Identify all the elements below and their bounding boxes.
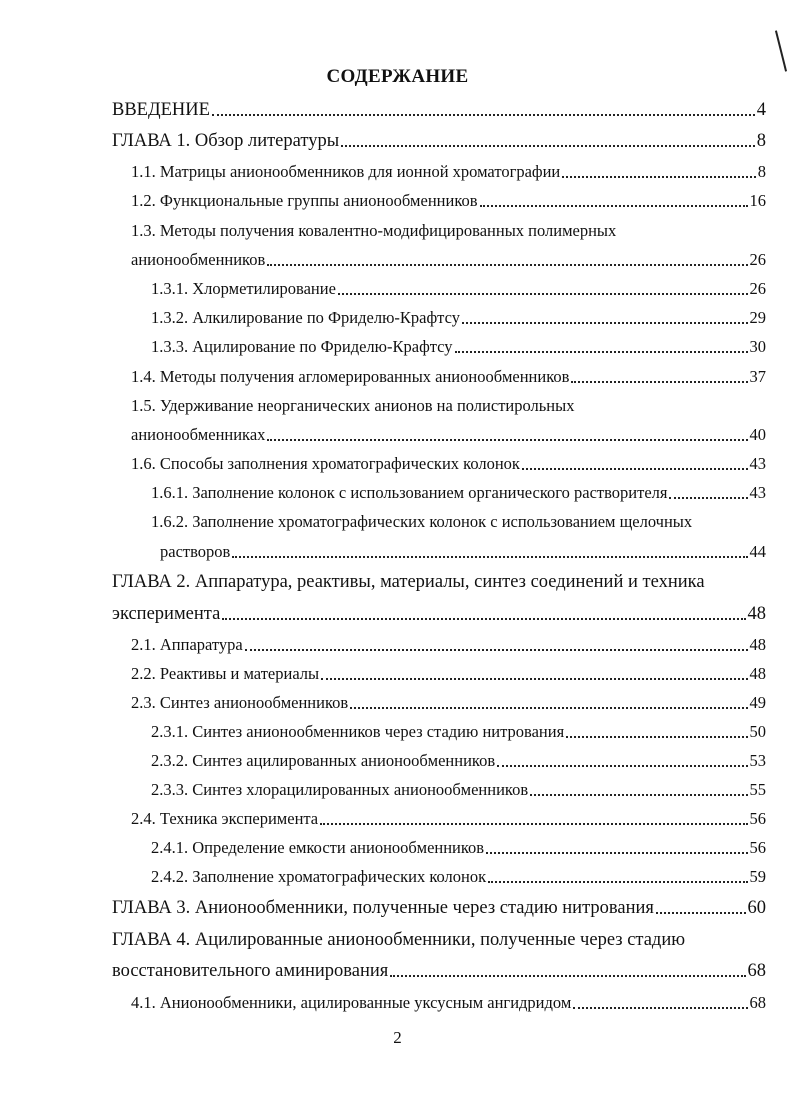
toc-entry bbox=[112, 131, 766, 151]
leader-dots bbox=[669, 496, 747, 499]
toc-entry bbox=[131, 425, 766, 445]
toc-entry bbox=[151, 308, 766, 328]
toc-entry-label: 1.6.2. Заполнение хроматографических колонок с использованием щелочных bbox=[151, 512, 693, 531]
leader-dots bbox=[245, 648, 748, 651]
toc-entry-label: ГЛАВА 1. Обзор литературы bbox=[112, 131, 340, 151]
toc-entry-page: 48 bbox=[747, 604, 766, 624]
toc-entry bbox=[151, 512, 766, 532]
leader-dots bbox=[530, 793, 747, 796]
toc-entry-page: 48 bbox=[749, 664, 766, 683]
toc-entry-page: 29 bbox=[749, 308, 766, 327]
toc-entry bbox=[151, 722, 766, 742]
toc-entry-label: 2.3.2. Синтез ацилированных анионообменников bbox=[151, 751, 496, 770]
toc-entry-label: 1.2. Функциональные группы анионообменников bbox=[131, 191, 478, 210]
toc-entry bbox=[151, 867, 766, 887]
toc-entry bbox=[160, 542, 766, 562]
toc-entry bbox=[131, 993, 766, 1013]
toc-entry bbox=[151, 337, 766, 357]
toc-entry-page: 40 bbox=[749, 425, 766, 444]
toc-entry-label: анионообменников bbox=[131, 250, 266, 269]
toc-entry-label: 2.4.2. Заполнение хроматографических колонок bbox=[151, 867, 487, 886]
toc-entry-page: 55 bbox=[749, 780, 766, 799]
leader-dots bbox=[320, 822, 747, 825]
leader-dots bbox=[573, 1006, 747, 1009]
toc-entry bbox=[131, 693, 766, 713]
leader-dots bbox=[232, 555, 747, 558]
toc-entry-label: 1.4. Методы получения агломерированных анионообменников bbox=[131, 367, 570, 386]
toc-entry-page: 30 bbox=[749, 337, 766, 356]
toc-entry bbox=[112, 100, 766, 120]
toc-entry-label: 1.3.3. Ацилирование по Фриделю-Крафтсу bbox=[151, 337, 453, 356]
page-title: СОДЕРЖАНИЕ bbox=[326, 66, 469, 87]
leader-dots bbox=[212, 113, 755, 116]
leader-dots bbox=[341, 144, 755, 147]
toc-entry-label: 2.4.1. Определение емкости анионообменников bbox=[151, 838, 485, 857]
toc-entry-label: 1.1. Матрицы анионообменников для ионной хроматографии bbox=[131, 162, 561, 181]
toc-entry-label: 1.3.1. Хлорметилирование bbox=[151, 279, 336, 298]
leader-dots bbox=[656, 911, 746, 914]
leader-dots bbox=[571, 380, 747, 383]
leader-dots bbox=[390, 974, 745, 977]
toc-entry bbox=[151, 751, 766, 771]
toc-entry-label: ВВЕДЕНИЕ bbox=[112, 100, 210, 120]
toc-entry-label: 1.5. Удерживание неорганических анионов на полистирольных bbox=[131, 396, 575, 415]
toc-entry-page: 43 bbox=[749, 454, 766, 473]
toc-entry-label: растворов bbox=[160, 542, 231, 561]
toc-entry-label: 1.6.1. Заполнение колонок с использованием органического растворителя bbox=[151, 483, 668, 502]
leader-dots bbox=[562, 175, 755, 178]
toc-entry-page: 68 bbox=[749, 993, 766, 1012]
toc-entry bbox=[112, 961, 766, 981]
leader-dots bbox=[350, 706, 747, 709]
toc-entry-label: восстановительного аминирования bbox=[112, 961, 389, 981]
toc-entry bbox=[112, 898, 766, 918]
leader-dots bbox=[462, 321, 748, 324]
toc-entry-label: ГЛАВА 2. Аппаратура, реактивы, материалы, синтез соединений и техника bbox=[112, 572, 705, 592]
toc-entry-label: 4.1. Анионообменники, ацилированные уксусным ангидридом bbox=[131, 993, 572, 1012]
toc-entry-label: анионообменниках bbox=[131, 425, 266, 444]
toc-entry-label: 1.6. Способы заполнения хроматографических колонок bbox=[131, 454, 520, 473]
toc-entry-page: 43 bbox=[749, 483, 766, 502]
toc-entry-page: 48 bbox=[749, 635, 766, 654]
leader-dots bbox=[455, 350, 748, 353]
toc-entry bbox=[131, 664, 766, 684]
toc-entry-page: 68 bbox=[747, 961, 766, 981]
toc-entry-label: 1.3. Методы получения ковалентно-модифицированных полимерных bbox=[131, 221, 617, 240]
toc-entry bbox=[131, 250, 766, 270]
toc-entry bbox=[112, 604, 766, 624]
leader-dots bbox=[267, 263, 747, 266]
toc-entry bbox=[131, 191, 766, 211]
toc-entry-page: 56 bbox=[749, 838, 766, 857]
toc-entry bbox=[151, 780, 766, 800]
leader-dots bbox=[566, 735, 747, 738]
toc-entry bbox=[151, 838, 766, 858]
page-number: 2 bbox=[393, 1028, 402, 1047]
toc-entry-page: 56 bbox=[749, 809, 766, 828]
toc-entry bbox=[131, 809, 766, 829]
leader-dots bbox=[480, 204, 748, 207]
leader-dots bbox=[488, 880, 747, 883]
leader-dots bbox=[522, 467, 748, 470]
toc-entry-page: 50 bbox=[749, 722, 766, 741]
toc-entry bbox=[151, 279, 766, 299]
toc-entry-page: 37 bbox=[749, 367, 766, 386]
toc-entry bbox=[131, 162, 766, 182]
toc-entry-label: эксперимента bbox=[112, 604, 221, 624]
toc-entry-page: 8 bbox=[756, 131, 766, 151]
toc-entry-label: 2.2. Реактивы и материалы bbox=[131, 664, 320, 683]
toc-entry-page: 26 bbox=[749, 250, 766, 269]
toc-entry bbox=[131, 396, 766, 416]
toc-entry-label: 1.3.2. Алкилирование по Фриделю-Крафтсу bbox=[151, 308, 460, 327]
toc-entry bbox=[112, 572, 766, 592]
toc-entry-page: 8 bbox=[757, 162, 766, 181]
toc-entry-label: 2.3.1. Синтез анионообменников через стадию нитрования bbox=[151, 722, 565, 741]
toc-entry bbox=[131, 221, 766, 241]
leader-dots bbox=[486, 851, 747, 854]
leader-dots bbox=[497, 764, 747, 767]
toc-entry-page: 44 bbox=[749, 542, 766, 561]
toc-entry bbox=[151, 483, 766, 503]
toc-entry-label: 2.1. Аппаратура bbox=[131, 635, 243, 654]
toc-entry bbox=[131, 635, 766, 655]
leader-dots bbox=[321, 677, 747, 680]
toc-entry bbox=[112, 930, 766, 950]
toc-entry-label: ГЛАВА 3. Анионообменники, полученные через стадию нитрования bbox=[112, 898, 654, 918]
toc-entry-page: 4 bbox=[756, 100, 766, 120]
toc-entry-page: 26 bbox=[749, 279, 766, 298]
toc-entry-label: 2.4. Техника эксперимента bbox=[131, 809, 319, 828]
toc-entry-page: 60 bbox=[747, 898, 766, 918]
leader-dots bbox=[338, 292, 748, 295]
leader-dots bbox=[222, 617, 745, 620]
toc-entry bbox=[131, 454, 766, 474]
toc-entry-label: ГЛАВА 4. Ацилированные анионообменники, полученные через стадию bbox=[112, 930, 686, 950]
toc-entry-label: 2.3.3. Синтез хлорацилированных анионообменников bbox=[151, 780, 529, 799]
toc-entry-page: 53 bbox=[749, 751, 766, 770]
leader-dots bbox=[267, 438, 747, 441]
toc-entry-page: 49 bbox=[749, 693, 766, 712]
toc-entry-page: 16 bbox=[749, 191, 766, 210]
toc-entry-page: 59 bbox=[749, 867, 766, 886]
toc-entry-label: 2.3. Синтез анионообменников bbox=[131, 693, 349, 712]
toc-entry bbox=[131, 367, 766, 387]
